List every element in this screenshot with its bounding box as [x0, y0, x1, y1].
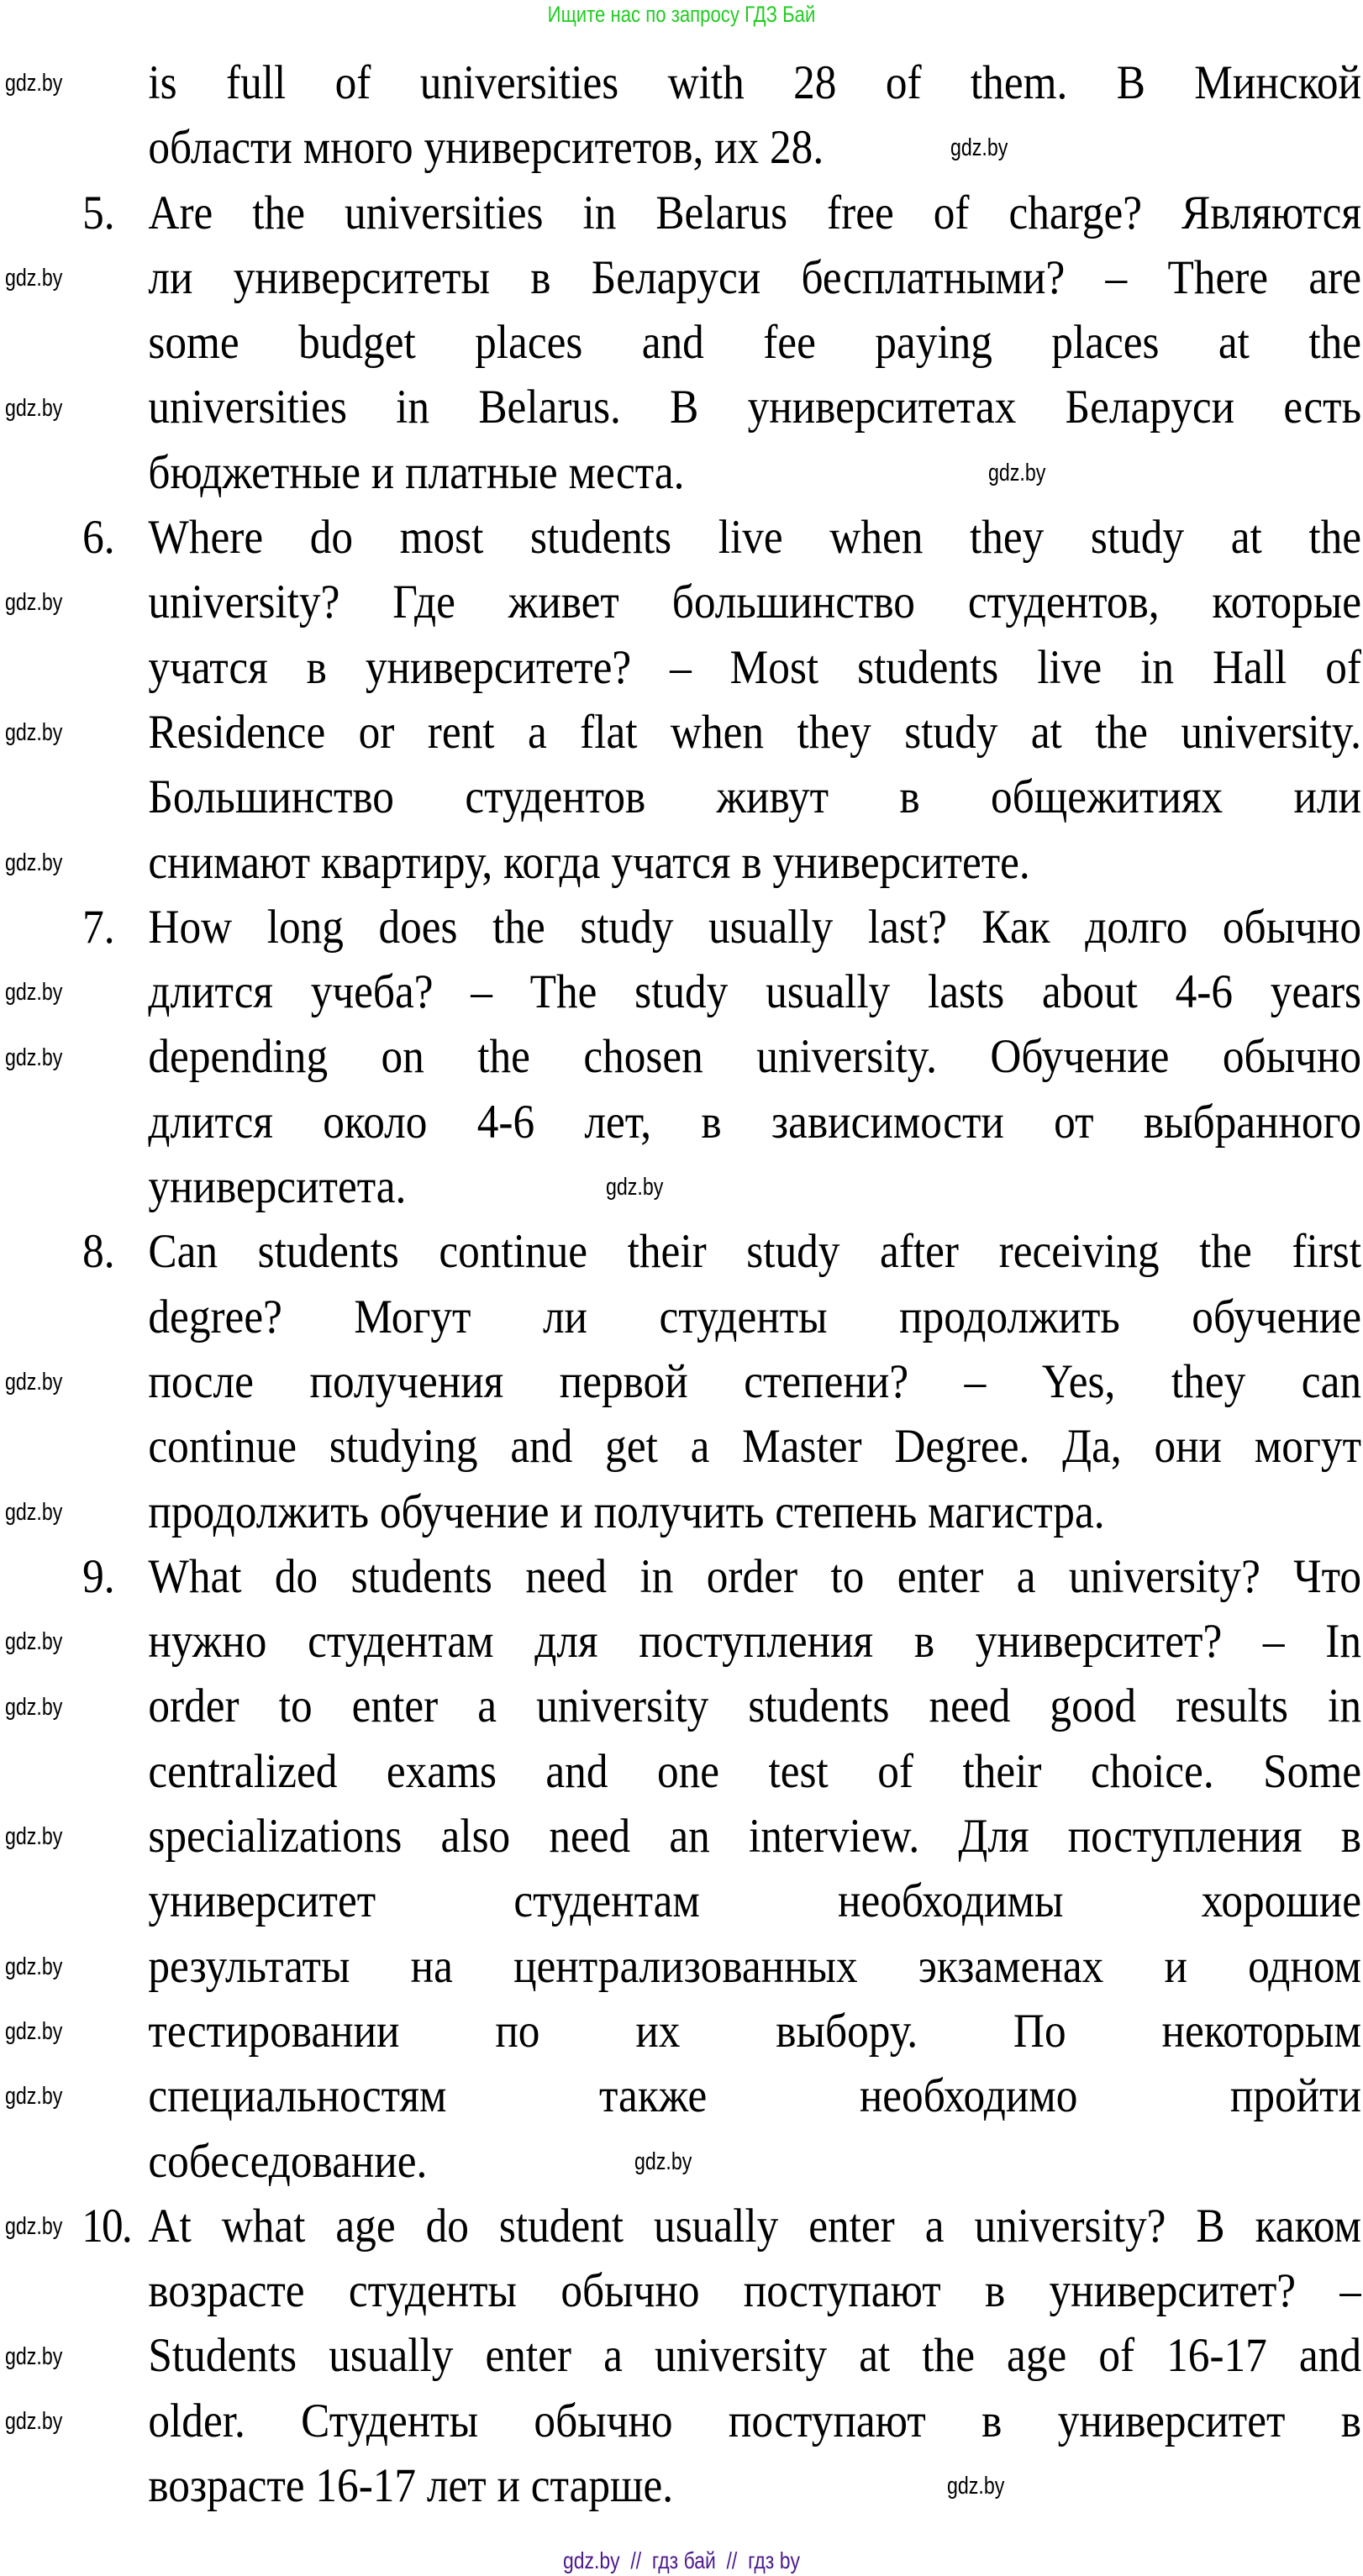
watermark: gdz.by: [5, 394, 63, 422]
text-line: [0, 115, 1361, 180]
text-line: [0, 505, 1361, 570]
line-text: degree? Могут ли студенты продолжить обучение: [148, 1290, 1361, 1343]
watermark: gdz.by: [5, 1693, 63, 1721]
watermark: gdz.by: [947, 2473, 1005, 2500]
watermark: gdz.by: [5, 2407, 63, 2435]
line-text: Where do most students live when they study at the: [148, 511, 1361, 565]
line-text: is full of universities with 28 of them. В Минской: [148, 56, 1361, 109]
question-number: 6.: [82, 511, 115, 565]
watermark: gdz.by: [634, 2148, 692, 2175]
text-line: [0, 959, 1361, 1024]
line-text: continue studying and get a Master Degree. Да, они могут: [148, 1420, 1361, 1474]
watermark: gdz.by: [5, 1628, 63, 1656]
line-text: университета.: [148, 1160, 407, 1214]
text-line: [0, 765, 1361, 829]
line-text: some budget places and fee paying places at the: [148, 316, 1361, 370]
line-text: Are the universities in Belarus free of charge? Являются: [148, 186, 1361, 239]
watermark: gdz.by: [5, 70, 63, 97]
text-line: [0, 1544, 1361, 1609]
text-line: [0, 2389, 1361, 2453]
watermark: gdz.by: [5, 2018, 63, 2045]
line-text: тестировании по их выбору. По некоторым: [148, 2004, 1361, 2058]
line-text: возрасте 16-17 лет и старше.: [148, 2458, 674, 2512]
line-text: снимают квартиру, когда учатся в университете.: [148, 835, 1030, 889]
text-line: [0, 1934, 1361, 1999]
line-text: centralized exams and one test of their choice. Some: [148, 1744, 1361, 1798]
line-text: Can students continue their study after receiving the first: [148, 1225, 1361, 1279]
line-text: собеседование.: [148, 2134, 428, 2188]
line-text: Residence or rent a flat when they study at the university.: [148, 705, 1361, 759]
line-text: universities in Belarus. В университетах Беларуси есть: [148, 381, 1361, 434]
watermark: gdz.by: [5, 1369, 63, 1396]
line-text: older. Студенты обычно поступают в университет в: [148, 2394, 1361, 2447]
watermark: gdz.by: [950, 134, 1008, 162]
text-line: [0, 181, 1361, 245]
watermark: gdz.by: [5, 979, 63, 1007]
text-line: [0, 245, 1361, 310]
text-line: [0, 1674, 1361, 1738]
line-text: продолжить обучение и получить степень магистра.: [148, 1485, 1105, 1538]
watermark: gdz.by: [5, 1044, 63, 1071]
watermark: gdz.by: [988, 459, 1046, 486]
text-line: [0, 1804, 1361, 1869]
text-line: [0, 375, 1361, 439]
text-line: [0, 1609, 1361, 1674]
text-line: [0, 830, 1361, 895]
text-line: [0, 1090, 1361, 1154]
text-line: [0, 1869, 1361, 1933]
search-hint-banner: Ищите нас по запросу ГДЗ Бай: [547, 2, 816, 27]
text-line: [0, 2194, 1361, 2258]
text-line: [0, 1739, 1361, 1804]
text-line: [0, 1414, 1361, 1479]
text-line: [0, 1285, 1361, 1349]
text-line: [0, 700, 1361, 765]
text-line: [0, 2323, 1361, 2388]
text-line: [0, 2453, 1361, 2518]
question-number: 9.: [82, 1549, 115, 1603]
text-line: [0, 1154, 1361, 1219]
text-line: [0, 1219, 1361, 1284]
watermark: gdz.by: [5, 849, 63, 876]
watermark: gdz.by: [606, 1174, 664, 1201]
question-number: 10.: [82, 2199, 131, 2253]
watermark: gdz.by: [5, 2342, 63, 2370]
text-line: [0, 2063, 1361, 2128]
line-text: длится около 4-6 лет, в зависимости от выбранного: [148, 1095, 1361, 1149]
question-number: 5.: [82, 186, 115, 239]
line-text: ли университеты в Беларуси бесплатными? – There are: [148, 250, 1361, 304]
line-text: университет студентам необходимы хорошие: [148, 1874, 1361, 1928]
watermark: gdz.by: [5, 1953, 63, 1980]
watermark: gdz.by: [5, 1823, 63, 1851]
question-number: 8.: [82, 1225, 115, 1279]
line-text: бюджетные и платные места.: [148, 445, 685, 499]
line-text: Students usually enter a university at the age of 16-17 and: [148, 2329, 1361, 2383]
text-line: [0, 1480, 1361, 1544]
line-text: specializations also need an interview. Для поступления в: [148, 1810, 1361, 1864]
watermark: gdz.by: [5, 2212, 63, 2240]
text-line: [0, 635, 1361, 700]
line-text: возрасте студенты обычно поступают в университет? –: [148, 2264, 1361, 2318]
line-text: university? Где живет большинство студентов, которые: [148, 576, 1361, 629]
watermark: gdz.by: [5, 719, 63, 746]
text-line: [0, 1024, 1361, 1089]
line-text: специальностям также необходимо пройти: [148, 2069, 1361, 2123]
watermark: gdz.by: [5, 589, 63, 617]
text-line: [0, 570, 1361, 634]
line-text: длится учеба? – The study usually lasts about 4-6 years: [148, 965, 1361, 1019]
line-text: учатся в университете? – Most students live in Hall of: [148, 640, 1361, 694]
watermark: gdz.by: [5, 2083, 63, 2111]
question-number: 7.: [82, 900, 115, 954]
line-text: Большинство студентов живут в общежитиях или: [148, 770, 1361, 824]
line-text: order to enter a university students need good results in: [148, 1680, 1361, 1733]
line-text: нужно студентам для поступления в университет? – In: [148, 1615, 1361, 1669]
text-line: [0, 895, 1361, 959]
text-line: [0, 440, 1361, 505]
line-text: At what age do student usually enter a university? В каком: [148, 2199, 1361, 2253]
text-line: [0, 2258, 1361, 2323]
text-line: [0, 1999, 1361, 2063]
text-line: [0, 1349, 1361, 1414]
watermark: gdz.by: [5, 1498, 63, 1526]
footer-links: gdz.by // гдз бай // гдз by: [563, 2547, 800, 2573]
line-text: depending on the chosen university. Обучение обычно: [148, 1030, 1361, 1084]
line-text: области много университетов, их 28.: [148, 121, 824, 175]
watermark: gdz.by: [5, 264, 63, 292]
line-text: после получения первой степени? – Yes, they can: [148, 1354, 1361, 1408]
text-line: [0, 310, 1361, 375]
line-text: результаты на централизованных экзаменах и одном: [148, 1939, 1361, 1993]
text-line: [0, 50, 1361, 115]
line-text: How long does the study usually last? Как долго обычно: [148, 900, 1361, 954]
line-text: What do students need in order to enter a university? Что: [148, 1549, 1361, 1603]
